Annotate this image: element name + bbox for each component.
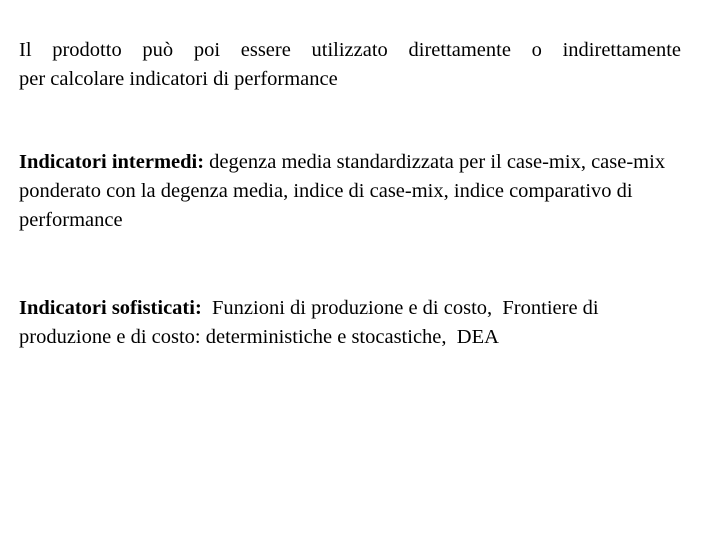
sophisticated-indicators-paragraph: [19, 294, 681, 352]
sophisticated-indicators-text: Funzioni di produzione e di costo, Frontiere di produzione e di costo: deterministiche e stocastiche, DEA: [19, 297, 604, 348]
intro-paragraph: [19, 36, 681, 94]
intermediate-indicators-heading: Indicatori intermedi:: [19, 151, 205, 173]
sophisticated-indicators-heading: Indicatori sofisticati:: [19, 297, 202, 319]
intermediate-indicators-text: degenza media standardizzata per il case-mix, case-mix ponderato con la degenza media, indice di case-mix, indice comparativo di performance: [19, 151, 671, 231]
intro-line-2: per calcolare indicatori di performance: [19, 68, 338, 90]
intermediate-indicators-paragraph: [19, 148, 681, 235]
intro-line-1: Il prodotto può poi essere utilizzato direttamente o indirettamente: [19, 39, 681, 61]
